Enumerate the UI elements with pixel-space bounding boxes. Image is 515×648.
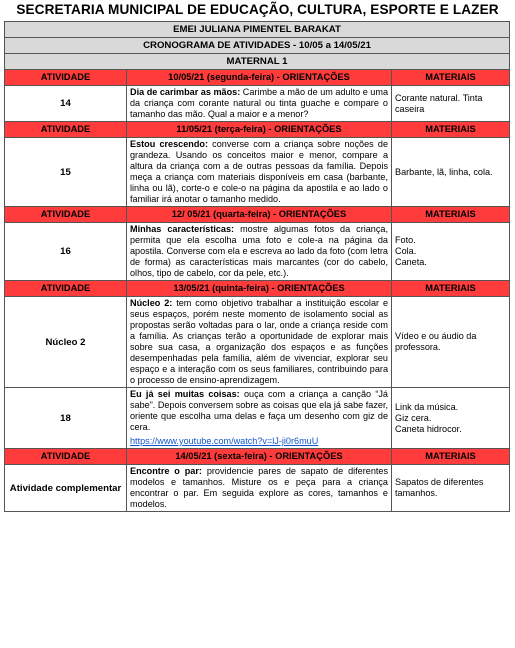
activity-row xyxy=(5,86,510,122)
schedule-title: CRONOGRAMA DE ATIVIDADES - 10/05 a 14/05/21 xyxy=(5,38,510,54)
schedule-row xyxy=(5,38,510,54)
material-item: Barbante, lã, linha, cola. xyxy=(395,166,493,177)
activity-text: Carimbe a mão de um adulto e uma da criança com corante natural ou tinta guache e compare o tamanho das mão. Qual a maior e a menor? xyxy=(130,87,388,119)
day-heading: 12/ 05/21 (quarta-feira) - ORIENTAÇÕES xyxy=(127,207,392,223)
day-header-row xyxy=(5,122,510,138)
activity-description xyxy=(127,138,392,207)
activity-code: Núcleo 2 xyxy=(5,297,127,388)
activity-title: Eu já sei muitas coisas: xyxy=(130,389,240,399)
materials-cell xyxy=(392,297,510,388)
activity-code: 18 xyxy=(5,388,127,449)
activity-row xyxy=(5,465,510,512)
materials-header: MATERIAIS xyxy=(392,207,510,223)
activity-code: 15 xyxy=(5,138,127,207)
activity-description xyxy=(127,223,392,281)
schedule-table xyxy=(4,21,510,512)
materials-header: MATERIAIS xyxy=(392,70,510,86)
material-item: Sapatos de diferentes tamanhos. xyxy=(395,477,484,498)
class-name: MATERNAL 1 xyxy=(5,54,510,70)
materials-cell xyxy=(392,388,510,449)
activity-header: ATIVIDADE xyxy=(5,281,127,297)
activity-title: Estou crescendo: xyxy=(130,139,208,149)
activity-text: converse com a criança sobre noções de grandeza. Usando os conceitos maior e menor, compare a altura da criança com a de outras pessoas da família. Depois meça a criança com materiais disponíveis em casa (barbante, linha ou lã), corte-o e cole-o na página da apostila e ao lado o familiar irá anotar o tamanho medido. xyxy=(130,139,388,204)
material-item: Caneta. xyxy=(395,257,427,267)
activity-title: Minhas características: xyxy=(130,224,235,234)
video-link[interactable]: https://www.youtube.com/watch?v=lJ-ji0r6muU xyxy=(130,436,319,446)
activity-code: 16 xyxy=(5,223,127,281)
day-heading: 10/05/21 (segunda-feira) - ORIENTAÇÕES xyxy=(127,70,392,86)
day-header-row xyxy=(5,70,510,86)
day-heading: 14/05/21 (sexta-feira) - ORIENTAÇÕES xyxy=(127,449,392,465)
day-header-row xyxy=(5,281,510,297)
material-item: Vídeo e ou áudio da professora. xyxy=(395,331,477,352)
class-row xyxy=(5,54,510,70)
materials-header: MATERIAIS xyxy=(392,281,510,297)
activity-header: ATIVIDADE xyxy=(5,207,127,223)
material-item: Giz cera. xyxy=(395,412,432,423)
main-title: SECRETARIA MUNICIPAL DE EDUCAÇÃO, CULTURA, ESPORTE E LAZER xyxy=(16,2,499,17)
day-header-row xyxy=(5,207,510,223)
activity-header: ATIVIDADE xyxy=(5,70,127,86)
day-heading: 11/05/21 (terça-feira) - ORIENTAÇÕES xyxy=(127,122,392,138)
materials-header: MATERIAIS xyxy=(392,449,510,465)
material-item: Foto. xyxy=(395,235,416,245)
school-name: EMEI JULIANA PIMENTEL BARAKAT xyxy=(5,22,510,38)
activity-description xyxy=(127,297,392,388)
school-row xyxy=(5,22,510,38)
material-item: Link da música. xyxy=(395,401,459,412)
material-item: Cola. xyxy=(395,246,417,256)
activity-description xyxy=(127,388,392,449)
materials-cell xyxy=(392,138,510,207)
activity-text: ouça com a criança a canção “Já sabe”. Depois conversem sobre as coisas que ela já sabe fazer, oriente que escolha uma delas e faça um desenho com giz de cera. xyxy=(130,389,388,432)
activity-description xyxy=(127,465,392,512)
materials-cell xyxy=(392,86,510,122)
day-header-row xyxy=(5,449,510,465)
activity-code: Atividade complementar xyxy=(5,465,127,512)
activity-text: providencie pares de sapato de diferentes modelos e tamanhos. Misture os e peça para a criança encontrar o par. Em seguida explore as cores, tamanhos e modelos. xyxy=(130,466,389,509)
materials-cell xyxy=(392,465,510,512)
activity-title: Núcleo 2: xyxy=(130,298,173,308)
activity-code: 14 xyxy=(5,86,127,122)
activity-description xyxy=(127,86,392,122)
activity-title: Encontre o par: xyxy=(130,466,202,476)
materials-cell xyxy=(392,223,510,281)
day-heading: 13/05/21 (quinta-feira) - ORIENTAÇÕES xyxy=(127,281,392,297)
activity-header: ATIVIDADE xyxy=(5,449,127,465)
activity-text: tem como objetivo trabalhar a instituição escolar e seus espaços, porém neste momento de isolamento social as propostas serão voltadas para o lar, onde a criança reside com a família. As crianças terão a oportunidade de explorar mais sobre sua casa, a organização dos espaços e as funções desempenhadas pela família, além de vivenciar, explorar seu espaço e a interação com os seus familiares, contribuindo para o processo de ensino-aprendizagem. xyxy=(130,298,388,385)
material-item: Caneta hidrocor. xyxy=(395,423,462,434)
material-item: Corante natural. Tinta caseira xyxy=(395,92,483,114)
activity-row xyxy=(5,138,510,207)
activity-header: ATIVIDADE xyxy=(5,122,127,138)
activity-text: mostre algumas fotos da criança, permita que ela escolha uma foto e cole-a na página da apostila. Converse com ela e escreva ao lado da foto (com letra de forma) as características mais marcantes (cor do cabelo, olhos, tipo de cabelo, cor da pele, etc.). xyxy=(130,224,388,278)
activity-title: Dia de carimbar as mãos: xyxy=(130,87,241,97)
activity-row xyxy=(5,388,510,449)
materials-header: MATERIAIS xyxy=(392,122,510,138)
activity-row xyxy=(5,223,510,281)
activity-row xyxy=(5,297,510,388)
